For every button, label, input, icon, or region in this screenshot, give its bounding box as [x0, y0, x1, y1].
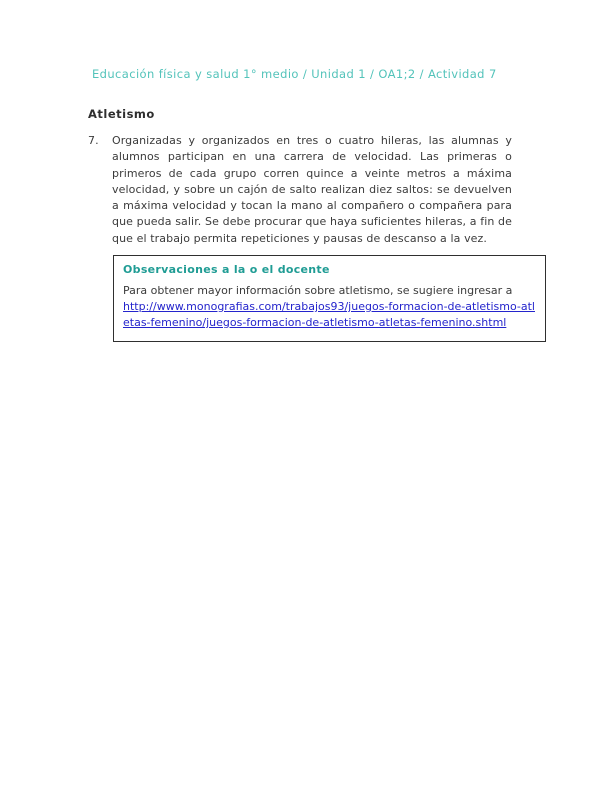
- observations-box-title: Observaciones a la o el docente: [123, 263, 330, 276]
- activity-text: Organizadas y organizados en tres o cuatro hileras, las alumnas y alumnos participan en una carrera de velocidad. Las primeras o primeros de cada grupo corren quince a veinte metros a máxima velocidad, y sobre un cajón de salto realizan diez saltos: se devuelven a máxima velocidad y tocan la mano al compañero o compañera para que pueda salir. Se debe procurar que haya suficientes hileras, a fin de que el trabajo permita repeticiones y pausas de descanso a la vez.: [112, 134, 512, 245]
- breadcrumb: Educación física y salud 1° medio / Unidad 1 / OA1;2 / Actividad 7: [92, 67, 497, 81]
- observations-link[interactable]: http://www.monografias.com/trabajos93/juegos-formacion-de-atletismo-atletas-femenino/juegos-formacion-de-atletismo-atletas-femenino.shtml: [123, 300, 535, 329]
- activity-number: 7.: [88, 134, 99, 147]
- activity-item: [88, 133, 512, 247]
- section-title: Atletismo: [88, 107, 155, 121]
- observations-box: [113, 255, 546, 342]
- observations-intro-text: Para obtener mayor información sobre atletismo, se sugiere ingresar a: [123, 284, 513, 297]
